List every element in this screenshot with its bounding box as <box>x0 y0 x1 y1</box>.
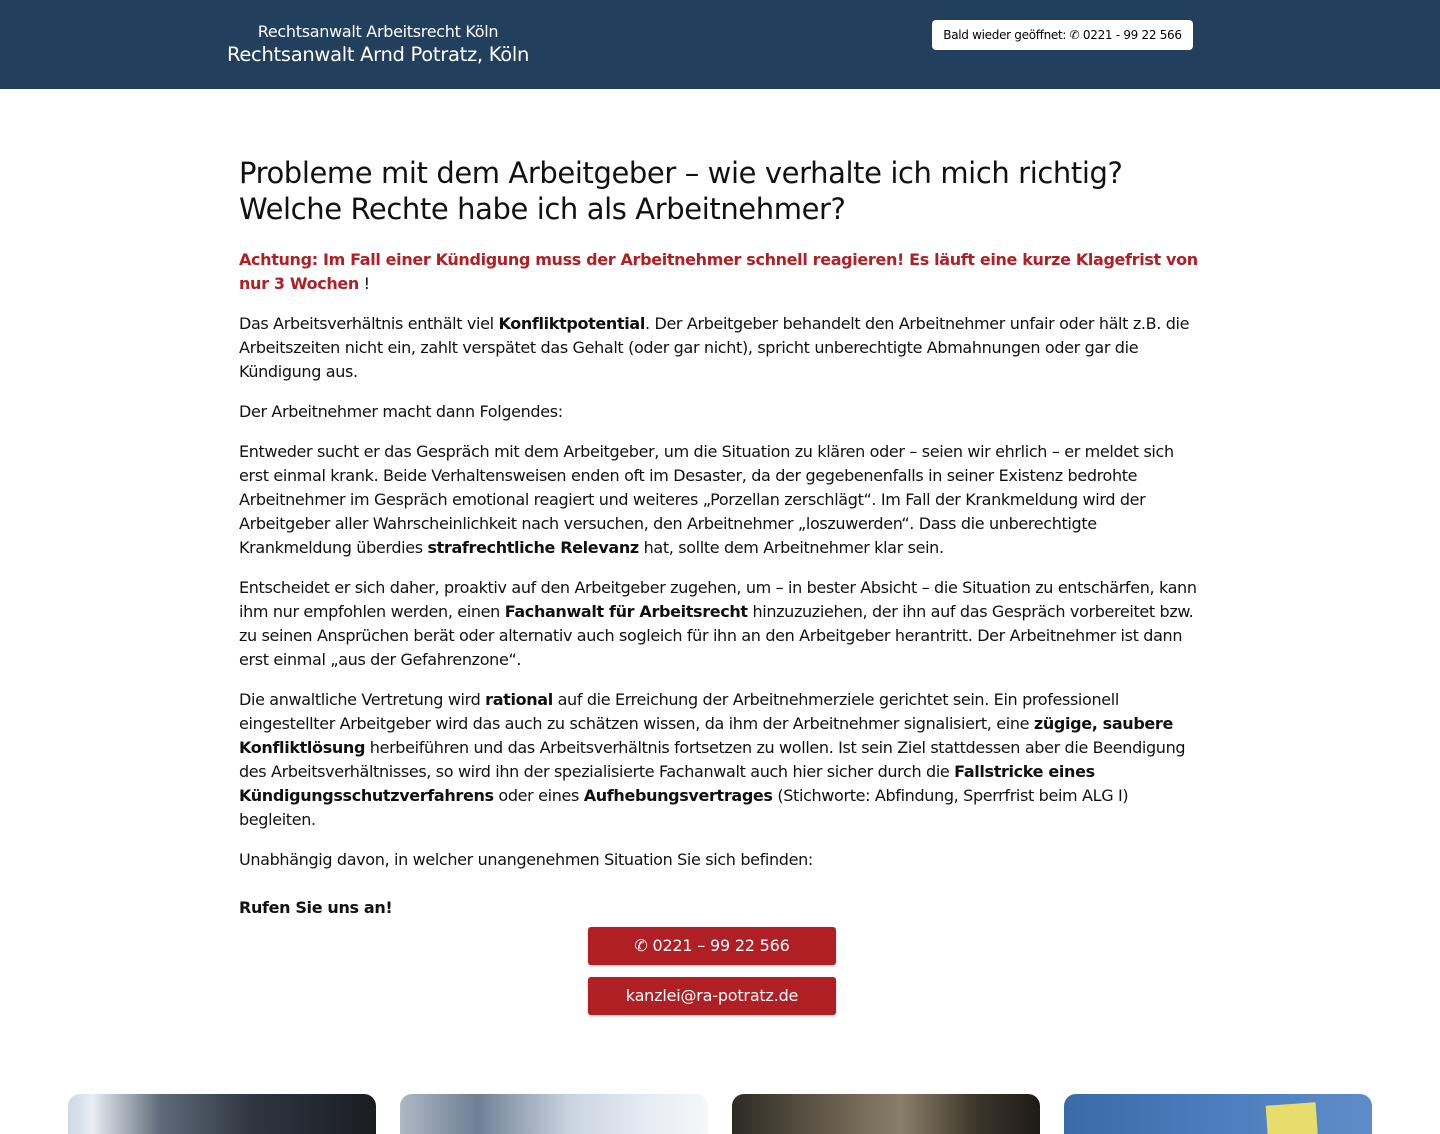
paragraph-situation: Unabhängig davon, in welcher unangenehmen Situation Sie sich befinden: <box>239 850 813 869</box>
opening-hours-phone-button[interactable]: Bald wieder geöffnet: ✆ 0221 - 99 22 566 <box>932 20 1193 50</box>
text: oder eines <box>493 786 584 805</box>
paragraph-conflict <box>239 312 1207 384</box>
site-header <box>0 0 1440 89</box>
paragraph-options <box>239 440 1207 560</box>
page-title <box>239 155 1207 227</box>
text: hinzuzuziehen, der ihn auf das Gespräch vorbereitet bzw. zu seinen Ansprüchen berät oder alternativ auch sogleich für ihn an den Arbeitgeber herantritt. Der Arbeitnehmer ist dann erst einmal „aus der Gefahrenzone“. <box>239 602 1194 669</box>
brand-subtitle: Rechtsanwalt Arbeitsrecht Köln <box>257 22 499 41</box>
emphasis: strafrechtliche Relevanz <box>427 538 639 557</box>
deadline-warning <box>239 248 1207 296</box>
service-card-image-1[interactable] <box>68 1094 376 1134</box>
call-to-action: Rufen Sie uns an! <box>239 898 393 917</box>
service-card-image-3[interactable] <box>732 1094 1040 1134</box>
service-card-image-2[interactable] <box>400 1094 708 1134</box>
emphasis: Aufhebungsvertrages <box>583 786 773 805</box>
emphasis: rational <box>485 690 553 709</box>
deadline-warning-tail: ! <box>358 274 370 293</box>
text: (Stichworte: Abfindung, Sperrfrist beim ALG I) begleiten. <box>239 786 1129 829</box>
phone-button[interactable]: ✆ 0221 – 99 22 566 <box>588 927 836 965</box>
emphasis: Fachanwalt für Arbeitsrecht <box>504 602 748 621</box>
text: herbeiführen und das Arbeitsverhältnis fortsetzen zu wollen. Ist sein Ziel stattdessen aber die Beendigung des Arbeitsverhältnisses, so wird ihn der spezialisierte Fachanwalt auch hier sicher durch die <box>239 738 1186 781</box>
emphasis: Konfliktpotential <box>498 314 645 333</box>
text: auf die Erreichung der Arbeitnehmerziele gerichtet sein. Ein professionell eingestellter Arbeitgeber wird das auch zu schätzen wissen, da ihm der Arbeitnehmer signalisiert, eine <box>239 690 1119 733</box>
main-content <box>239 155 1207 920</box>
text: Das Arbeitsverhältnis enthält viel <box>239 314 499 333</box>
emphasis: zügige, saubere Konfliktlösung <box>239 714 1173 757</box>
deadline-warning-text: Achtung: Im Fall einer Kündigung muss der Arbeitnehmer schnell reagieren! Es läuft eine kurze Klagefrist von nur 3 Wochen <box>239 250 1198 293</box>
email-button[interactable]: kanzlei@ra-potratz.de <box>588 977 836 1015</box>
text: hat, sollte dem Arbeitnehmer klar sein. <box>638 538 944 557</box>
text: Die anwaltliche Vertretung wird <box>239 690 486 709</box>
paragraph-lawyer-recommendation <box>239 576 1207 672</box>
text: Entscheidet er sich daher, proaktiv auf den Arbeitgeber zugehen, um – in bester Absicht – die Situation zu entschärfen, kann ihm nur empfohlen werden, einen <box>239 578 1197 621</box>
paragraph-representation <box>239 688 1207 832</box>
text: . Der Arbeitgeber behandelt den Arbeitnehmer unfair oder hält z.B. die Arbeitszeiten nicht ein, zahlt verspätet das Gehalt (oder gar nicht), spricht unberechtigte Abmahnungen oder gar die Kündigung aus. <box>239 314 1190 381</box>
brand-title: Rechtsanwalt Arnd Potratz, Köln <box>226 43 530 66</box>
emphasis: Fallstricke eines Kündigungsschutzverfahrens <box>239 762 1095 805</box>
page-title-line-1: Probleme mit dem Arbeitgeber – wie verhalte ich mich richtig? <box>239 156 1123 190</box>
page-title-line-2: Welche Rechte habe ich als Arbeitnehmer? <box>239 192 846 226</box>
paragraph-employee-reaction: Der Arbeitnehmer macht dann Folgendes: <box>239 402 563 421</box>
text: Entweder sucht er das Gespräch mit dem Arbeitgeber, um die Situation zu klären oder – seien wir ehrlich – er meldet sich erst einmal krank. Beide Verhaltensweisen enden oft im Desaster, da der gegebenenfalls in seiner Existenz bedrohte Arbeitnehmer im Gespräch emotional reagiert und weiteres „Porzellan zerschlägt“. Im Fall der Krankmeldung wird der Arbeitgeber aller Wahrscheinlichkeit nach versuchen, den Arbeitnehmer „loszuwerden“. Dass die unberechtigte Krankmeldung überdies <box>239 442 1174 557</box>
service-card-image-4[interactable] <box>1064 1094 1372 1134</box>
sticky-note-graphic <box>1266 1102 1319 1134</box>
